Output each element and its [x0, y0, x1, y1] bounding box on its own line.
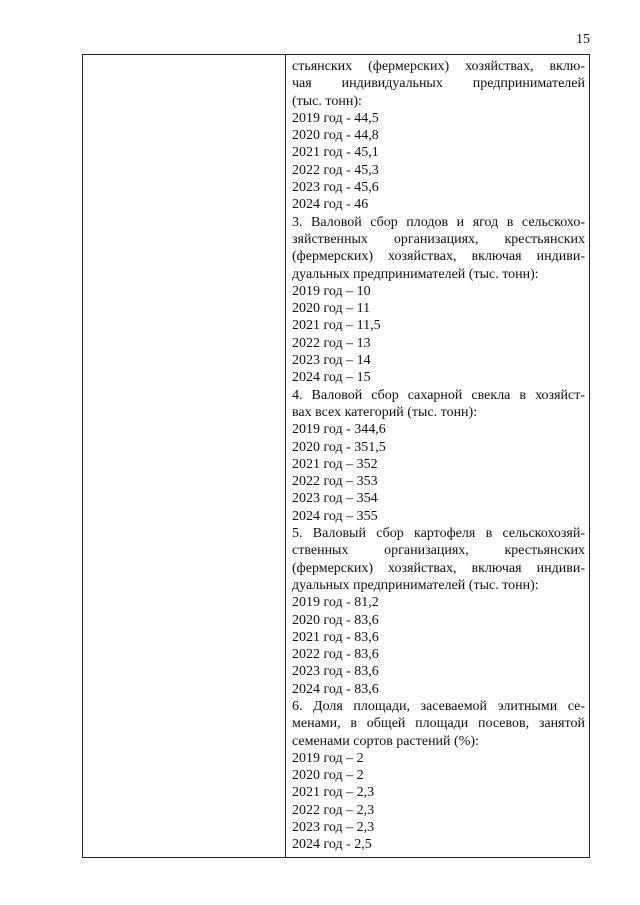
text-line: 5. Валовый сбор картофеля в сельскохозяй- — [292, 526, 585, 542]
text-line: 2024 год - 2,5 — [292, 837, 372, 853]
text-line: 2021 год - 45,1 — [292, 145, 379, 161]
text-line: 2022 год – 2,3 — [292, 802, 375, 818]
text-line: семенами сортов растений (%): — [292, 733, 479, 749]
page-number: 15 — [576, 32, 590, 47]
text-line: 4. Валовой сбор сахарной свекла в хозяйст- — [292, 387, 585, 403]
text-line: 2019 год - 344,6 — [292, 422, 386, 438]
text-line: (тыс. тонн): — [292, 93, 362, 109]
text-line: 2020 год - 351,5 — [292, 439, 386, 455]
text-line: 6. Доля площади, засеваемой элитными се- — [292, 698, 585, 714]
table-left-cell — [83, 55, 285, 857]
text-line: 2024 год - 46 — [292, 197, 369, 213]
text-line: 2021 год – 11,5 — [292, 318, 381, 334]
text-line: 2020 год - 44,8 — [292, 128, 379, 144]
text-line: дуальных предпринимателей (тыс. тонн): — [292, 577, 539, 593]
text-line: 2024 год - 83,6 — [292, 681, 379, 697]
text-line: 2019 год – 2 — [292, 750, 364, 766]
text-line: ственных организациях, крестьянских — [292, 543, 585, 559]
text-line: 2019 год - 44,5 — [292, 110, 379, 126]
text-line: 2023 год – 14 — [292, 353, 371, 369]
text-line: 3. Валовой сбор плодов и ягод в сельскохо- — [292, 214, 585, 230]
text-line: 2023 год - 45,6 — [292, 180, 379, 196]
text-line: вах всех категорий (тыс. тонн): — [292, 404, 478, 420]
text-line: 2022 год – 353 — [292, 474, 378, 490]
text-line: 2021 год – 352 — [292, 456, 378, 472]
text-line: 2023 год – 2,3 — [292, 820, 375, 836]
text-line: (фермерских) хозяйствах, включая индиви- — [292, 249, 585, 265]
text-line: 2022 год – 13 — [292, 335, 371, 351]
text-line: 2024 год – 15 — [292, 370, 371, 386]
indicators-table — [82, 54, 590, 858]
text-line: 2022 год - 83,6 — [292, 647, 379, 663]
column-divider — [285, 55, 286, 857]
text-line: зяйственных организациях, крестьянских — [292, 231, 585, 247]
text-line: 2019 год – 10 — [292, 283, 371, 299]
text-line: 2023 год – 354 — [292, 491, 378, 507]
text-line: 2020 год – 2 — [292, 768, 364, 784]
text-line: 2022 год - 45,3 — [292, 162, 379, 178]
text-line: 2020 год - 83,6 — [292, 612, 379, 628]
text-line: чая индивидуальных предпринимателей — [292, 76, 585, 92]
text-line: стьянских (фермерских) хозяйствах, вклю- — [292, 59, 585, 74]
text-line: дуальных предпринимателей (тыс. тонн): — [292, 266, 539, 282]
text-line: (фермерских) хозяйствах, включая индиви- — [292, 560, 585, 576]
text-line: 2019 год - 81,2 — [292, 595, 379, 611]
text-line: 2020 год – 11 — [292, 301, 371, 317]
text-line: 2023 год - 83,6 — [292, 664, 379, 680]
text-line: менами, в общей площади посевов, занятой — [292, 716, 585, 732]
table-right-cell — [292, 58, 585, 854]
text-line: 2021 год - 83,6 — [292, 629, 379, 645]
text-line: 2024 год – 355 — [292, 508, 378, 524]
text-line: 2021 год – 2,3 — [292, 785, 375, 801]
